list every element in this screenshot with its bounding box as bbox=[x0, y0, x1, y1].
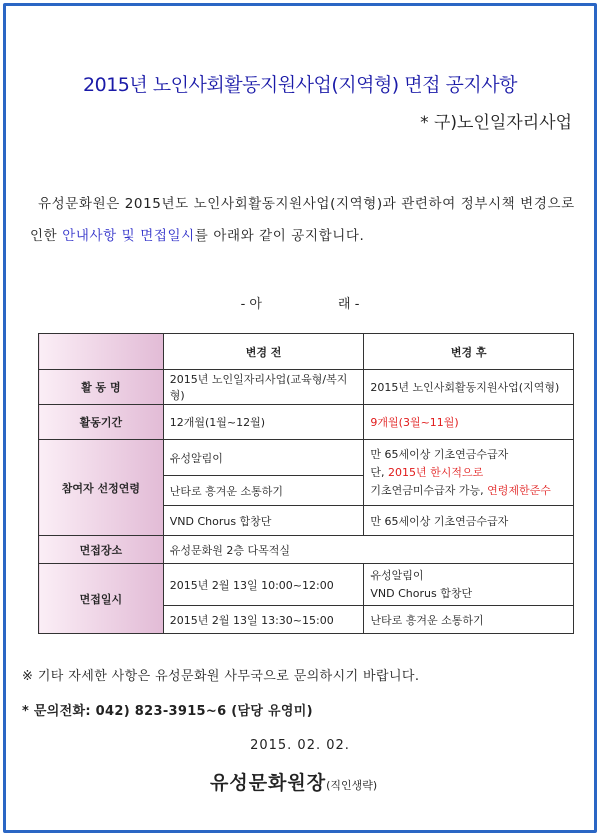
heading-right: 래 - bbox=[338, 297, 360, 312]
row-label-time: 면접일시 bbox=[39, 564, 164, 634]
corner-cell bbox=[39, 334, 164, 370]
col-header-after: 변경 후 bbox=[364, 334, 574, 370]
age-after-prefix: 단, bbox=[370, 465, 389, 479]
row-label-place: 면접장소 bbox=[39, 536, 164, 564]
time-row1: 2015년 2월 13일 10:00~12:00 bbox=[163, 564, 364, 606]
age-row2-before: 난타로 흥겨운 소통하기 bbox=[163, 476, 364, 506]
age-after-line1: 만 65세이상 기초연금수급자 bbox=[370, 447, 509, 461]
page-subtitle: * 구)노인일자리사업 bbox=[420, 113, 572, 133]
intro-highlight-schedule: 면접일시 bbox=[140, 228, 195, 244]
activity-before: 2015년 노인일자리사업(교육형/복지형) bbox=[163, 370, 364, 405]
intro-paragraph bbox=[30, 188, 576, 252]
contact-note: ※ 기타 자세한 사항은 유성문화원 사무국으로 문의하시기 바랍니다. bbox=[22, 669, 420, 684]
table-row bbox=[39, 405, 574, 440]
table-row bbox=[39, 564, 574, 606]
table-row bbox=[39, 536, 574, 564]
row-label-age: 참여자 선정연령 bbox=[39, 440, 164, 536]
signature bbox=[210, 768, 377, 795]
signature-name: 유성문화원장 bbox=[210, 772, 327, 794]
table-row bbox=[39, 440, 574, 476]
intro-text-1: 유성문화원은 2015년도 노인사회활동지원사업(지역형)과 관련하여 정부시책 변경으로 인한 bbox=[30, 196, 575, 244]
period-before: 12개월(1월~12월) bbox=[163, 405, 364, 440]
age-row3-after: 만 65세이상 기초연금수급자 bbox=[364, 506, 574, 536]
intro-text-2: 를 아래와 같이 공지합니다. bbox=[194, 228, 365, 244]
age-after-line3 bbox=[370, 482, 567, 500]
age-after-line2 bbox=[370, 464, 567, 482]
age-row3-before: VND Chorus 합창단 bbox=[163, 506, 364, 536]
table-row bbox=[39, 370, 574, 405]
time-row2-after: 난타로 흥겨운 소통하기 bbox=[364, 606, 574, 634]
table-header-row bbox=[39, 334, 574, 370]
contact-phone: * 문의전화: 042) 823-3915~6 (담당 유영미) bbox=[22, 704, 313, 719]
age-after-limit: 연령제한준수 bbox=[487, 483, 551, 497]
row-label-activity: 활 동 명 bbox=[39, 370, 164, 405]
time-row1-after-b: VND Chorus 합창단 bbox=[370, 586, 473, 600]
age-after-temporary: 2015년 한시적으로 bbox=[388, 465, 484, 479]
intro-highlight-notice: 안내사항 bbox=[62, 228, 117, 244]
place-value: 유성문화원 2층 다목적실 bbox=[163, 536, 573, 564]
section-heading bbox=[0, 293, 600, 312]
heading-left: - 아 bbox=[240, 297, 262, 312]
activity-after: 2015년 노인사회활동지원사업(지역형) bbox=[364, 370, 574, 405]
age-after-merged bbox=[364, 440, 574, 506]
page-title: 2015년 노인사회활동지원사업(지역형) 면접 공지사항 bbox=[83, 74, 517, 96]
col-header-before: 변경 전 bbox=[163, 334, 364, 370]
age-row1-before: 유성알림이 bbox=[163, 440, 364, 476]
issue-date: 2015. 02. 02. bbox=[250, 738, 350, 753]
time-row1-after-a: 유성알림이 bbox=[370, 568, 424, 582]
period-after: 9개월(3월~11월) bbox=[364, 405, 574, 440]
intro-and: 및 bbox=[116, 228, 141, 244]
change-table bbox=[38, 333, 574, 634]
age-after-nonrecipient: 기초연금미수급자 가능, bbox=[370, 483, 488, 497]
time-row2: 2015년 2월 13일 13:30~15:00 bbox=[163, 606, 364, 634]
row-label-period: 활동기간 bbox=[39, 405, 164, 440]
time-row1-after bbox=[364, 564, 574, 606]
signature-note: (직인생략) bbox=[326, 779, 378, 792]
